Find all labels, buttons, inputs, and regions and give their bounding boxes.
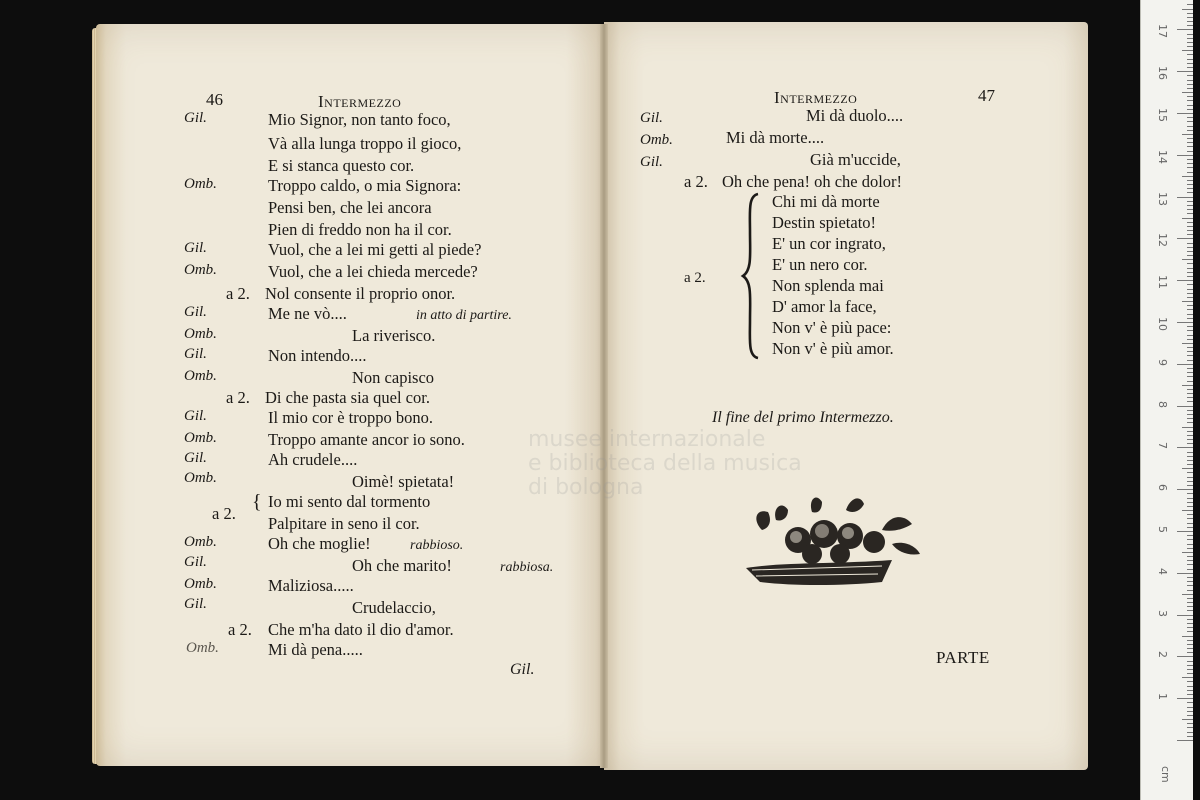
- page-number-right: 47: [978, 86, 995, 105]
- duet-line: Non splenda mai: [772, 276, 884, 295]
- ruler-tick: [1187, 335, 1193, 336]
- ruler-tick: [1187, 397, 1193, 398]
- catchword-right: PARTE: [936, 648, 990, 667]
- ruler-tick: [1187, 314, 1193, 315]
- ruler-tick: [1177, 238, 1193, 239]
- ruler-tick: [1187, 347, 1193, 348]
- ruler-tick: [1182, 427, 1193, 428]
- watermark-line: di bologna: [528, 475, 644, 500]
- ruler-tick: [1177, 489, 1193, 490]
- ruler-tick: [1187, 435, 1193, 436]
- ruler-tick: [1187, 339, 1193, 340]
- ruler-tick: [1187, 548, 1193, 549]
- ruler-tick: [1187, 393, 1193, 394]
- verse-line: Vuol, che a lei mi getti al piede?: [268, 240, 482, 259]
- ruler-tick: [1182, 50, 1193, 51]
- ruler-tick: [1182, 301, 1193, 302]
- brace-icon: {: [252, 491, 262, 513]
- ruler-tick: [1187, 452, 1193, 453]
- ruler-tick: [1187, 673, 1193, 674]
- ruler-tick: [1187, 523, 1193, 524]
- speaker: a 2.: [228, 620, 252, 639]
- ruler-label: 7: [1156, 442, 1169, 450]
- ruler-tick: [1187, 100, 1193, 101]
- ruler-tick: [1187, 67, 1193, 68]
- ruler-tick: [1187, 42, 1193, 43]
- ruler-tick: [1187, 460, 1193, 461]
- verse-line: Nol consente il proprio onor.: [265, 284, 456, 303]
- ruler-tick: [1187, 201, 1193, 202]
- ruler-label: 6: [1156, 484, 1169, 492]
- ruler-tick: [1187, 477, 1193, 478]
- ruler-label: 10: [1156, 317, 1169, 331]
- ruler-tick: [1187, 188, 1193, 189]
- ruler-tick: [1187, 84, 1193, 85]
- ruler-tick: [1187, 736, 1193, 737]
- ruler-tick: [1177, 615, 1193, 616]
- verse-line: Mi dà morte....: [726, 128, 825, 147]
- ruler-tick: [1187, 184, 1193, 185]
- ruler-tick: [1187, 544, 1193, 545]
- ruler-tick: [1187, 581, 1193, 582]
- ruler-tick: [1177, 656, 1193, 657]
- verse-line: Troppo caldo, o mia Signora:: [268, 176, 462, 195]
- running-head-left: Intermezzo: [318, 92, 402, 111]
- duet-line: E' un nero cor.: [772, 255, 868, 274]
- ruler-tick: [1187, 355, 1193, 356]
- ruler-tick: [1187, 686, 1193, 687]
- verse-line: La riverisco.: [352, 326, 436, 345]
- ruler-tick: [1182, 92, 1193, 93]
- page-number-left: 46: [206, 90, 223, 109]
- verse-line: Pien di freddo non ha il cor.: [268, 220, 452, 239]
- ruler-tick: [1182, 218, 1193, 219]
- fruit-basket-woodcut-icon: [742, 490, 926, 590]
- ruler-tick: [1187, 590, 1193, 591]
- ruler-tick: [1187, 610, 1193, 611]
- ruler-tick: [1187, 539, 1193, 540]
- duet-line: Non v' è più pace:: [772, 318, 892, 337]
- ruler-tick: [1187, 681, 1193, 682]
- ruler-tick: [1187, 151, 1193, 152]
- ruler-tick: [1187, 230, 1193, 231]
- speaker: Omb.: [640, 132, 673, 148]
- ruler-tick: [1187, 502, 1193, 503]
- ruler-tick: [1187, 456, 1193, 457]
- speaker: Gil.: [184, 240, 207, 256]
- ruler-label: 9: [1156, 358, 1169, 366]
- verse-line: Oh che pena! oh che dolor!: [722, 172, 903, 191]
- ruler-tick: [1187, 376, 1193, 377]
- ruler-tick: [1187, 627, 1193, 628]
- ruler-tick: [1187, 410, 1193, 411]
- ruler-tick: [1182, 9, 1193, 10]
- ruler-tick: [1182, 510, 1193, 511]
- ruler-tick: [1187, 293, 1193, 294]
- ruler-tick: [1177, 447, 1193, 448]
- library-watermark: [528, 428, 802, 500]
- ruler-tick: [1187, 17, 1193, 18]
- ruler-tick: [1187, 305, 1193, 306]
- ruler-tick: [1177, 113, 1193, 114]
- ruler-tick: [1187, 142, 1193, 143]
- speaker: Omb.: [186, 640, 219, 656]
- ruler-tick: [1182, 552, 1193, 553]
- ruler-tick: [1177, 29, 1193, 30]
- ruler-tick: [1187, 268, 1193, 269]
- duet-line: Chi mi dà morte: [772, 192, 880, 211]
- running-head-right: Intermezzo: [774, 88, 858, 107]
- speaker: Gil.: [640, 154, 663, 170]
- ruler-label: 12: [1156, 233, 1169, 248]
- verse-line: Mi dà pena.....: [268, 640, 363, 659]
- ruler-tick: [1187, 126, 1193, 127]
- ruler-tick: [1177, 280, 1193, 281]
- verse-line: Maliziosa.....: [268, 576, 354, 595]
- ruler-tick: [1187, 414, 1193, 415]
- measuring-ruler: [1140, 0, 1193, 800]
- ruler-tick: [1187, 702, 1193, 703]
- ruler-tick: [1187, 665, 1193, 666]
- ruler-tick: [1182, 468, 1193, 469]
- ruler-tick: [1187, 146, 1193, 147]
- speaker: Gil.: [640, 110, 663, 126]
- ruler-tick: [1187, 117, 1193, 118]
- ruler-tick: [1187, 272, 1193, 273]
- ruler-tick: [1182, 134, 1193, 135]
- ruler-label: 16: [1156, 66, 1169, 81]
- ruler-tick: [1187, 431, 1193, 432]
- speaker: Gil.: [184, 346, 207, 362]
- ruler-tick: [1187, 263, 1193, 264]
- ruler-tick: [1187, 464, 1193, 465]
- speaker: Omb.: [184, 326, 217, 342]
- end-note: Il fine del primo Intermezzo.: [712, 409, 894, 426]
- verse-line: Oh che moglie!: [268, 534, 371, 553]
- ruler-tick: [1187, 372, 1193, 373]
- watermark-line: e biblioteca della musica: [528, 451, 802, 476]
- ruler-tick: [1187, 623, 1193, 624]
- ruler-label: 11: [1156, 275, 1169, 290]
- verse-line: Troppo amante ancor io sono.: [268, 430, 465, 449]
- speaker: Gil.: [184, 408, 207, 424]
- duet-label: a 2.: [684, 270, 706, 286]
- speaker: a 2.: [684, 172, 708, 191]
- watermark-line: musee internazionale: [528, 427, 766, 452]
- verse-line: Palpitare in seno il cor.: [268, 514, 420, 533]
- ruler-tick: [1187, 518, 1193, 519]
- ruler-tick: [1187, 54, 1193, 55]
- ruler-tick: [1187, 96, 1193, 97]
- ruler-tick: [1187, 284, 1193, 285]
- ruler-tick: [1177, 406, 1193, 407]
- ruler-tick: [1187, 556, 1193, 557]
- ruler-tick: [1187, 209, 1193, 210]
- ruler-tick: [1187, 159, 1193, 160]
- verse-line: Già m'uccide,: [810, 150, 901, 169]
- stage-direction: in atto di partire.: [416, 308, 512, 323]
- ruler-tick: [1187, 205, 1193, 206]
- verse-line: E si stanca questo cor.: [268, 156, 415, 175]
- ruler-tick: [1187, 439, 1193, 440]
- ruler-tick: [1187, 514, 1193, 515]
- ruler-tick: [1187, 80, 1193, 81]
- ruler-tick: [1187, 644, 1193, 645]
- ruler-label: 13: [1156, 191, 1169, 206]
- verse-line: Non intendo....: [268, 346, 367, 365]
- ruler-label: 17: [1156, 24, 1169, 39]
- ruler-tick: [1187, 318, 1193, 319]
- speaker: Gil.: [184, 110, 207, 126]
- ruler-tick: [1187, 640, 1193, 641]
- ruler-tick: [1187, 192, 1193, 193]
- ruler-tick: [1187, 226, 1193, 227]
- duet-line: D' amor la face,: [772, 297, 877, 316]
- speaker: a 2.: [226, 284, 250, 303]
- ruler-tick: [1177, 740, 1193, 741]
- verse-line: Me ne vò....: [268, 304, 347, 323]
- ruler-unit-label: cm: [1159, 766, 1172, 783]
- ruler-tick: [1187, 247, 1193, 248]
- duet-line: Destin spietato!: [772, 213, 877, 232]
- verse-line: Crudelaccio,: [352, 598, 436, 617]
- ruler-tick: [1187, 443, 1193, 444]
- verse-line: Io mi sento dal tormento: [268, 492, 431, 511]
- ruler-tick: [1187, 506, 1193, 507]
- ruler-tick: [1187, 498, 1193, 499]
- ruler-label: 15: [1156, 108, 1169, 122]
- ruler-tick: [1187, 38, 1193, 39]
- right-page: [604, 22, 1088, 770]
- speaker: Gil.: [184, 596, 207, 612]
- ruler-tick: [1187, 715, 1193, 716]
- ruler-tick: [1187, 309, 1193, 310]
- ruler-tick: [1187, 577, 1193, 578]
- ruler-tick: [1182, 636, 1193, 637]
- ruler-tick: [1187, 711, 1193, 712]
- ruler-tick: [1187, 330, 1193, 331]
- ruler-tick: [1187, 276, 1193, 277]
- ruler-label: 5: [1156, 526, 1169, 533]
- ruler-tick: [1177, 197, 1193, 198]
- ruler-tick: [1187, 418, 1193, 419]
- ruler-tick: [1187, 213, 1193, 214]
- ruler-label: 1: [1156, 693, 1169, 701]
- ruler-tick: [1177, 531, 1193, 532]
- verse-line: Oh che marito!: [352, 556, 452, 575]
- ruler-tick: [1187, 243, 1193, 244]
- ruler-tick: [1187, 723, 1193, 724]
- ruler-tick: [1187, 121, 1193, 122]
- ruler-tick: [1187, 694, 1193, 695]
- speaker: a 2.: [212, 504, 236, 523]
- speaker: Omb.: [184, 534, 217, 550]
- ruler-tick: [1187, 648, 1193, 649]
- verse-line: Il mio cor è troppo bono.: [268, 408, 433, 427]
- speaker: Omb.: [184, 470, 217, 486]
- ruler-tick: [1187, 75, 1193, 76]
- ruler-tick: [1187, 602, 1193, 603]
- verse-line: Di che pasta sia quel cor.: [265, 388, 430, 407]
- ruler-tick: [1187, 46, 1193, 47]
- stage-direction: rabbiosa.: [500, 560, 554, 575]
- ruler-tick: [1187, 167, 1193, 168]
- ruler-tick: [1187, 360, 1193, 361]
- verse-line: Vuol, che a lei chieda mercede?: [268, 262, 478, 281]
- ruler-tick: [1177, 71, 1193, 72]
- ruler-tick: [1187, 631, 1193, 632]
- ruler-tick: [1187, 180, 1193, 181]
- large-brace-icon: [740, 192, 762, 360]
- verse-line: Pensi ben, che lei ancora: [268, 198, 432, 217]
- ruler-tick: [1187, 401, 1193, 402]
- ruler-tick: [1187, 564, 1193, 565]
- ruler-tick: [1187, 569, 1193, 570]
- ruler-label: 3: [1156, 609, 1169, 617]
- ruler-tick: [1177, 573, 1193, 574]
- ruler-tick: [1182, 385, 1193, 386]
- speaker: Gil.: [184, 554, 207, 570]
- catchword-left: Gil.: [510, 661, 535, 678]
- ruler-tick: [1187, 255, 1193, 256]
- ruler-tick: [1187, 422, 1193, 423]
- ruler-tick: [1182, 343, 1193, 344]
- verse-line: Mi dà duolo....: [806, 106, 904, 125]
- ruler-tick: [1187, 493, 1193, 494]
- ruler-tick: [1187, 109, 1193, 110]
- ruler-tick: [1187, 707, 1193, 708]
- ruler-tick: [1187, 389, 1193, 390]
- ruler-tick: [1187, 163, 1193, 164]
- ruler-tick: [1187, 527, 1193, 528]
- ruler-label: 8: [1156, 400, 1169, 408]
- ruler-tick: [1177, 364, 1193, 365]
- speaker: Omb.: [184, 430, 217, 446]
- ruler-tick: [1187, 251, 1193, 252]
- ruler-tick: [1187, 25, 1193, 26]
- ruler-tick: [1187, 63, 1193, 64]
- ruler-tick: [1187, 727, 1193, 728]
- ruler-tick: [1182, 594, 1193, 595]
- ruler-tick: [1187, 13, 1193, 14]
- speaker: a 2.: [226, 388, 250, 407]
- ruler-label: 2: [1156, 651, 1169, 659]
- speaker: Omb.: [184, 176, 217, 192]
- ruler-tick: [1187, 297, 1193, 298]
- ruler-tick: [1187, 472, 1193, 473]
- ruler-tick: [1187, 560, 1193, 561]
- ruler-tick: [1187, 326, 1193, 327]
- speaker: Gil.: [184, 450, 207, 466]
- ruler-tick: [1187, 598, 1193, 599]
- verse-line: Mio Signor, non tanto foco,: [268, 110, 451, 129]
- ruler-tick: [1177, 322, 1193, 323]
- stage-direction: rabbioso.: [410, 538, 464, 553]
- ruler-tick: [1187, 690, 1193, 691]
- ruler-tick: [1187, 669, 1193, 670]
- ruler-tick: [1187, 172, 1193, 173]
- ruler-tick: [1187, 4, 1193, 5]
- ruler-tick: [1187, 619, 1193, 620]
- ruler-tick: [1182, 176, 1193, 177]
- verse-line: Che m'ha dato il dio d'amor.: [268, 620, 454, 639]
- ruler-tick: [1187, 535, 1193, 536]
- ruler-tick: [1187, 88, 1193, 89]
- ruler-tick: [1187, 222, 1193, 223]
- ruler-tick: [1187, 59, 1193, 60]
- ruler-tick: [1187, 105, 1193, 106]
- ruler-tick: [1187, 661, 1193, 662]
- ruler-tick: [1187, 34, 1193, 35]
- duet-line: Non v' è più amor.: [772, 339, 894, 358]
- ruler-tick: [1187, 368, 1193, 369]
- verse-line: Ah crudele....: [268, 450, 358, 469]
- speaker: Omb.: [184, 368, 217, 384]
- speaker: Gil.: [184, 304, 207, 320]
- ruler-label: 4: [1156, 567, 1169, 575]
- ruler-tick: [1187, 289, 1193, 290]
- ruler-tick: [1177, 155, 1193, 156]
- ruler-tick: [1187, 485, 1193, 486]
- ruler-tick: [1182, 259, 1193, 260]
- ruler-tick: [1187, 234, 1193, 235]
- duet-line: E' un cor ingrato,: [772, 234, 886, 253]
- ruler-tick: [1177, 698, 1193, 699]
- ruler-tick: [1187, 381, 1193, 382]
- ruler-tick: [1187, 481, 1193, 482]
- ruler-tick: [1187, 130, 1193, 131]
- ruler-tick: [1187, 606, 1193, 607]
- ruler-tick: [1187, 351, 1193, 352]
- speaker: Omb.: [184, 576, 217, 592]
- verse-line: Non capisco: [352, 368, 435, 387]
- book-spine: [600, 24, 608, 768]
- verse-line: Và alla lunga troppo il gioco,: [268, 134, 462, 153]
- ruler-tick: [1187, 21, 1193, 22]
- ruler-tick: [1187, 732, 1193, 733]
- ruler-label: 14: [1156, 149, 1169, 164]
- ruler-tick: [1187, 585, 1193, 586]
- ruler-tick: [1182, 719, 1193, 720]
- ruler-tick: [1187, 138, 1193, 139]
- verse-line: Oimè! spietata!: [352, 472, 455, 491]
- ruler-tick: [1182, 677, 1193, 678]
- ruler-tick: [1187, 652, 1193, 653]
- speaker: Omb.: [184, 262, 217, 278]
